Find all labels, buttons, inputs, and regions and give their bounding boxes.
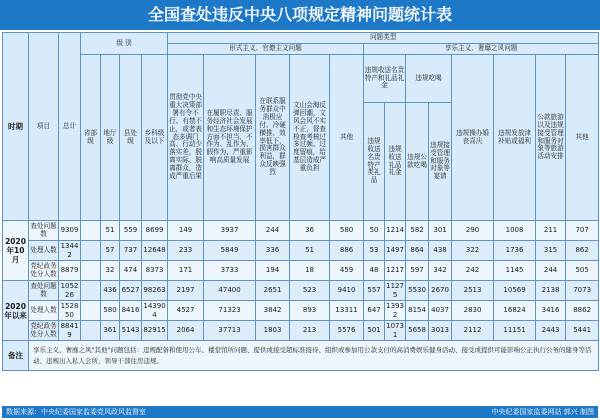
- header-level-bureau: 地厅级: [101, 55, 120, 221]
- cell-dining-banquet: 2670: [429, 281, 452, 301]
- page-title: 全国查处违反中央八项规定精神问题统计表: [0, 0, 600, 30]
- cell-township: 12648: [142, 241, 168, 261]
- cell-county: 474: [120, 261, 142, 281]
- cell-hedonism-other: 505: [566, 261, 599, 281]
- header-formalism-other: 其他: [330, 55, 364, 221]
- cell-hedonism-other: 862: [566, 241, 599, 261]
- cell-formalism-other: 9410: [330, 281, 364, 301]
- cell-county: 559: [120, 221, 142, 241]
- cell-dining-public: 5530: [406, 281, 429, 301]
- cell-gift-cash: 10731: [386, 322, 404, 339]
- cell-county: 5143: [120, 321, 142, 341]
- cell-formalism-1: 2197: [168, 281, 204, 301]
- notes-label: 备注: [3, 341, 29, 371]
- header-hedonism-travel: 公款旅游以及违规接受管理和服务对象等旅游活动安排: [536, 55, 566, 221]
- cell-wedding: 2513: [452, 281, 494, 301]
- cell-provincial: [81, 321, 101, 341]
- cell-dining-public: 5658: [406, 321, 429, 341]
- footer-bar: [2, 406, 598, 418]
- cell-dining-public: 582: [406, 221, 429, 241]
- cell-formalism-3: 244: [256, 221, 290, 241]
- cell-formalism-other: 13311: [330, 301, 364, 321]
- header-formalism-group: 形式主义、官僚主义问题: [168, 44, 364, 55]
- header-problem-type: 问题类型: [168, 33, 599, 44]
- cell-bureau: 51: [101, 221, 120, 241]
- cell-gift-cash: 1497: [385, 241, 406, 261]
- cell-gift-cash: 1214: [385, 221, 406, 241]
- cell-gift-specialty: 557: [364, 281, 385, 301]
- cell-subsidy: 1736: [494, 241, 536, 261]
- header-dining-public: 违规公款吃喝: [406, 103, 429, 221]
- cell-formalism-1: 2064: [168, 321, 204, 341]
- cell-subsidy: 1145: [494, 261, 536, 281]
- header-formalism-3: 在联系服务群众中消极应付、冷硬横推、效率低下，损害群众利益，群众反映强烈: [256, 55, 290, 221]
- cell-formalism-4: 213: [290, 321, 330, 341]
- cell-formalism-2: 47400: [204, 281, 256, 301]
- cell-formalism-3: 194: [256, 261, 290, 281]
- header-item: 项目: [29, 33, 59, 221]
- cell-dining-banquet: 4037: [429, 301, 452, 321]
- row-item: 查处问题数: [29, 281, 59, 301]
- cell-formalism-2: 71323: [204, 301, 256, 321]
- stats-table: [2, 32, 599, 371]
- header-level-county: 县处级: [120, 55, 142, 221]
- cell-gift-specialty: 48: [364, 261, 385, 281]
- header-hedonism-dining: 违规吃喝: [406, 55, 452, 103]
- cell-formalism-1: 171: [168, 261, 204, 281]
- cell-subsidy: 10569: [494, 281, 536, 301]
- cell-county: 737: [120, 241, 142, 261]
- header-gift-cash: 违规收送礼品礼金: [385, 103, 406, 221]
- row-item: 党纪政务处分人数: [29, 321, 59, 341]
- cell-formalism-4: 51: [290, 241, 330, 261]
- notes-text: 享乐主义、奢靡之风"其他"问题包括：违规配备和使用公车、楼堂馆所问题、提供或接受超标准接待、组织或参加用公款支付的高消费娱乐健身活动、接受或提供可能影响公正执行公务的健身等活动、违规出入私人会所、领导干部住房违规。: [29, 341, 599, 371]
- cell-travel: 244: [536, 261, 566, 281]
- cell-township: 98263: [142, 281, 168, 301]
- cell-dining-public: 8154: [406, 301, 429, 321]
- footer-source: 数据来源：中央纪委国家监委党风政风监督室: [6, 408, 146, 416]
- cell-provincial: [81, 221, 101, 241]
- cell-gift-cash: 13932: [386, 302, 404, 319]
- header-formalism-4: 文山会海反弹回潮，文风会风不实不正，督查检查考核过多过频、过度留痕，给基层造成严重负担: [290, 55, 330, 221]
- cell-hedonism-other: 7073: [566, 281, 599, 301]
- cell-formalism-1: 233: [168, 241, 204, 261]
- header-hedonism-subsidy: 违规发放津补贴或福利: [494, 55, 536, 221]
- cell-travel: 2443: [536, 321, 566, 341]
- cell-formalism-3: 1803: [256, 321, 290, 341]
- cell-travel: 315: [536, 241, 566, 261]
- cell-formalism-2: 5849: [204, 241, 256, 261]
- cell-travel: 2138: [536, 281, 566, 301]
- cell-provincial: [81, 261, 101, 281]
- cell-township: 8373: [142, 261, 168, 281]
- cell-formalism-4: 893: [290, 301, 330, 321]
- cell-formalism-2: 37713: [204, 321, 256, 341]
- cell-total: 13442: [59, 241, 81, 261]
- cell-travel: 211: [536, 221, 566, 241]
- cell-formalism-3: 336: [256, 241, 290, 261]
- cell-township: 82915: [142, 321, 168, 341]
- cell-dining-public: 864: [406, 241, 429, 261]
- cell-county: 6527: [120, 281, 142, 301]
- cell-total: 105226: [59, 281, 81, 301]
- cell-travel: 3416: [536, 301, 566, 321]
- cell-wedding: 322: [452, 241, 494, 261]
- cell-wedding: 242: [452, 261, 494, 281]
- cell-dining-public: 597: [406, 261, 429, 281]
- cell-bureau: 361: [101, 321, 120, 341]
- cell-total: 88419: [59, 321, 81, 341]
- header-level-provincial: 省部级: [81, 55, 101, 221]
- period-label: 2020年以来: [3, 281, 29, 341]
- cell-county: 8416: [120, 301, 142, 321]
- header-hedonism-gift: 违规收送名贵特产和礼品礼金: [364, 55, 406, 103]
- header-formalism-2: 在履职尽责、服务经济社会发展和生态环境保护方面不担当、不作为、乱作为、假作为，严重影响高质量发展: [204, 55, 256, 221]
- cell-formalism-2: 3937: [204, 221, 256, 241]
- cell-formalism-other: 886: [330, 241, 364, 261]
- cell-formalism-2: 3733: [204, 261, 256, 281]
- cell-wedding: 2830: [452, 301, 494, 321]
- cell-hedonism-other: 8862: [566, 301, 599, 321]
- cell-formalism-other: 5576: [330, 321, 364, 341]
- period-label: 2020年10月: [3, 221, 29, 281]
- header-level-township: 乡科级及以下: [142, 55, 168, 221]
- cell-total: 152850: [59, 301, 81, 321]
- header-formalism-1: 贯彻党中央重大决策部署有令不行、有禁不止，或者表态多调门高、行动少落实差，脱离实际、脱离群众，造成严重后果: [168, 55, 204, 221]
- cell-formalism-4: 18: [290, 261, 330, 281]
- cell-bureau: 57: [101, 241, 120, 261]
- cell-wedding: 2112: [452, 321, 494, 341]
- cell-subsidy: 16824: [494, 301, 536, 321]
- cell-gift-specialty: 53: [364, 241, 385, 261]
- cell-provincial: [81, 281, 101, 301]
- row-item: 查处问题数: [29, 221, 59, 241]
- cell-hedonism-other: 707: [566, 221, 599, 241]
- cell-bureau: 436: [101, 281, 120, 301]
- row-item: 处理人数: [29, 241, 59, 261]
- header-hedonism-other: 其他: [566, 55, 599, 221]
- cell-formalism-3: 3842: [256, 301, 290, 321]
- header-hedonism-wedding: 违规操办婚丧喜庆: [452, 55, 494, 221]
- cell-formalism-other: 580: [330, 221, 364, 241]
- cell-dining-banquet: 438: [429, 241, 452, 261]
- header-total: 总计: [59, 33, 81, 221]
- cell-bureau: 32: [101, 261, 120, 281]
- cell-gift-specialty: 647: [364, 301, 385, 321]
- cell-dining-banquet: 342: [429, 261, 452, 281]
- cell-total: 9309: [59, 221, 81, 241]
- cell-formalism-1: 4527: [168, 301, 204, 321]
- header-gift-specialty: 违规收送名贵特产类礼品: [364, 103, 385, 221]
- cell-formalism-other: 459: [330, 261, 364, 281]
- cell-gift-specialty: 50: [364, 221, 385, 241]
- cell-formalism-4: 36: [290, 221, 330, 241]
- cell-formalism-1: 149: [168, 221, 204, 241]
- cell-formalism-3: 2651: [256, 281, 290, 301]
- cell-gift-specialty: 501: [364, 321, 385, 341]
- cell-gift-cash: 11275: [386, 282, 404, 299]
- cell-gift-cash: 1217: [385, 261, 406, 281]
- row-item: 处理人数: [29, 301, 59, 321]
- cell-formalism-4: 523: [290, 281, 330, 301]
- row-item: 党纪政务处分人数: [29, 261, 59, 281]
- header-level-group: 级 别: [81, 33, 168, 55]
- cell-wedding: 290: [452, 221, 494, 241]
- cell-township: 143904: [143, 302, 166, 319]
- header-period: 时期: [3, 33, 29, 221]
- header-dining-banquet: 违规接受管理和服务对象等宴请: [429, 103, 452, 221]
- footer-credit: 中央纪委国家监委网站 郭兴 制图: [491, 408, 594, 416]
- cell-bureau: 580: [101, 301, 120, 321]
- header-hedonism-group: 享乐主义、奢靡之风问题: [364, 44, 599, 55]
- cell-dining-banquet: 301: [429, 221, 452, 241]
- cell-provincial: [81, 301, 101, 321]
- cell-township: 8699: [142, 221, 168, 241]
- cell-hedonism-other: 5441: [566, 321, 599, 341]
- cell-subsidy: 11151: [494, 321, 536, 341]
- cell-provincial: [81, 241, 101, 261]
- cell-total: 8879: [59, 261, 81, 281]
- cell-dining-banquet: 3013: [429, 321, 452, 341]
- cell-subsidy: 1008: [494, 221, 536, 241]
